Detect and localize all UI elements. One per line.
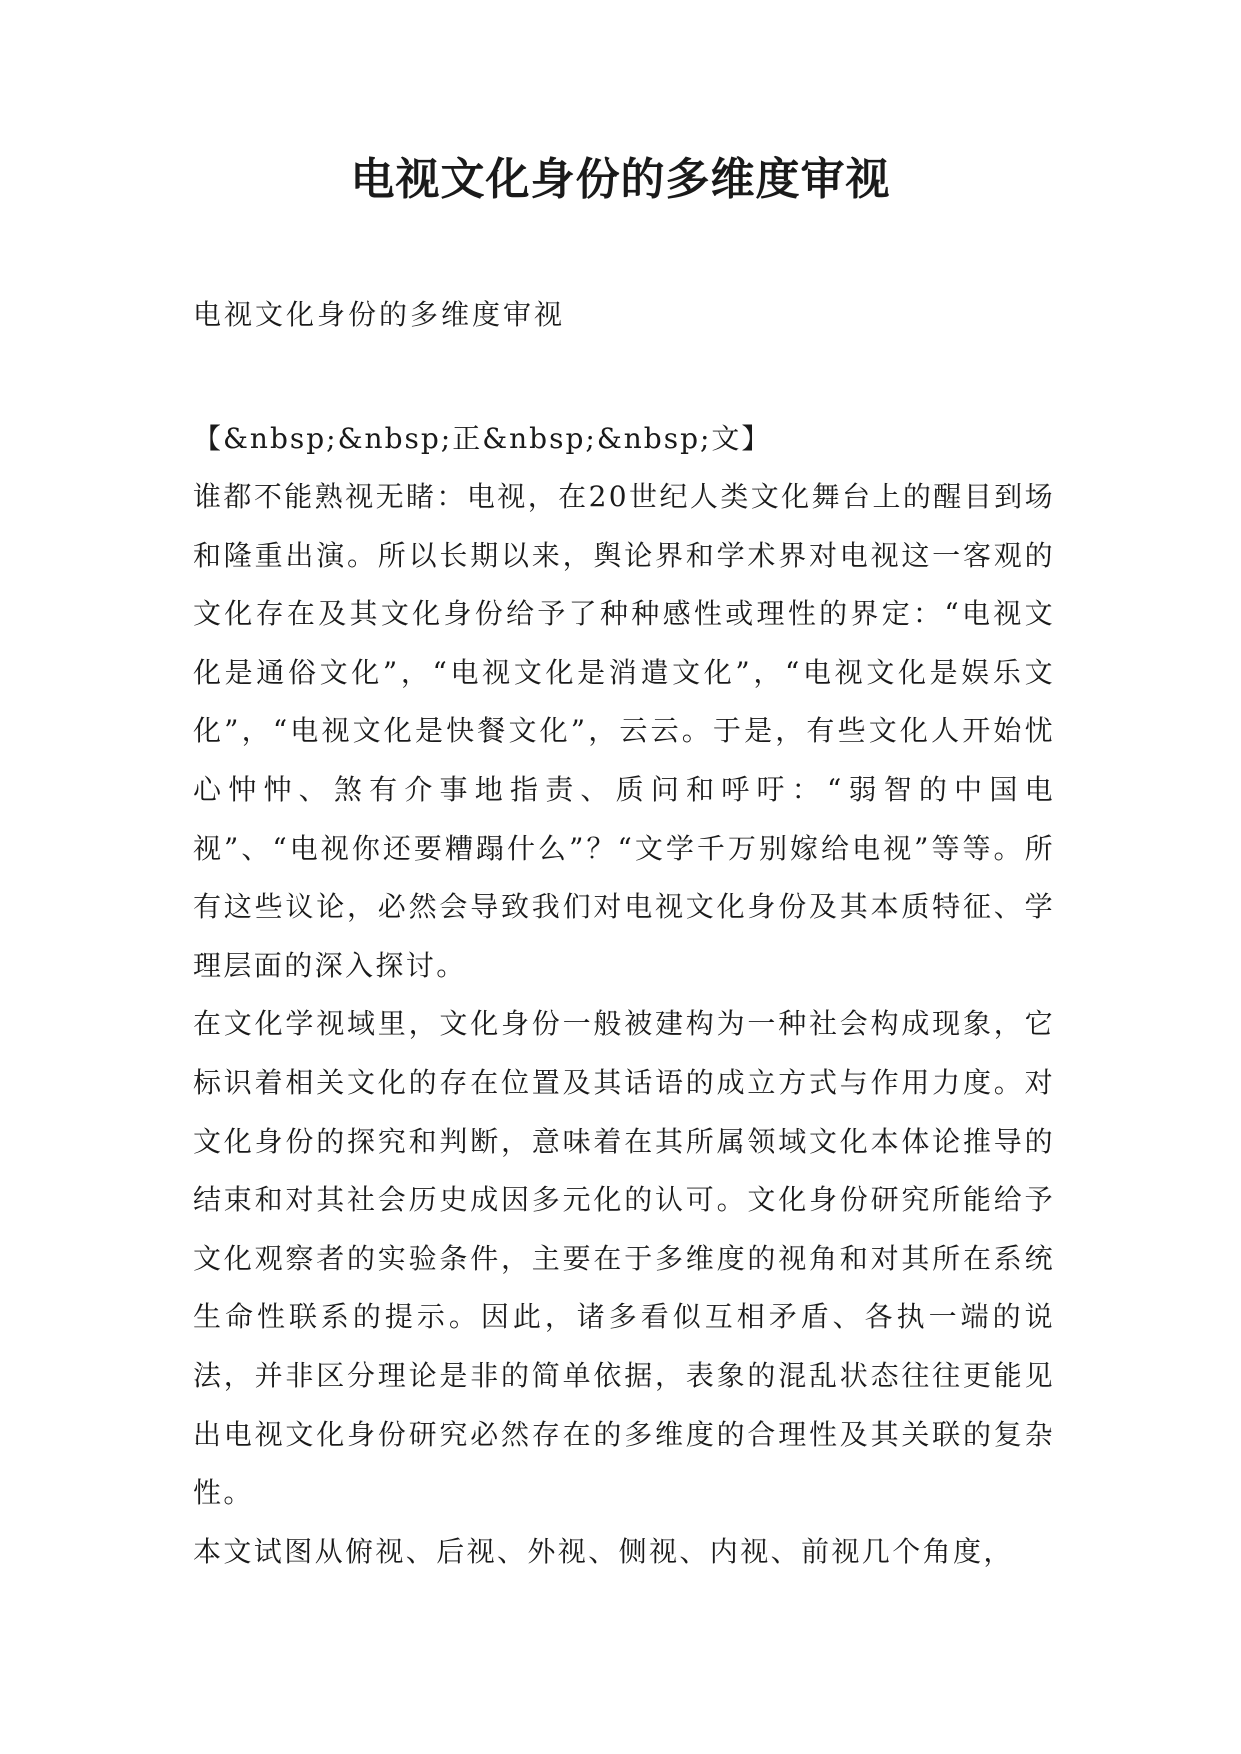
paragraph: 在文化学视域里，文化身份一般被建构为一种社会构成现象，它标识着相关文化的存在位置及其话语的成立方式与作用力度。对文化身份的探究和判断，意味着在其所属领域文化本体论推导的结束和对其社会历史成因多元化的认可。文化身份研究所能给予文化观察者的实验条件，主要在于多维度的视角和对其所在系统生命性联系的提示。因此，诸多看似互相矛盾、各执一端的说法，并非区分理论是非的简单依据，表象的混乱状态往往更能见出电视文化身份研究必然存在的多维度的合理性及其关联的复杂性。 [193,1007,1055,1510]
document-body [193,410,1055,1581]
paragraph: 谁都不能熟视无睹：电视，在20世纪人类文化舞台上的醒目到场和隆重出演。所以长期以来，舆论界和学术界对电视这一客观的文化存在及其文化身份给予了种种感性或理性的界定：“电视文化是通俗文化”，“电视文化是消遣文化”，“电视文化是娱乐文化”，“电视文化是快餐文化”，云云。于是，有些文化人开始忧心忡忡、煞有介事地指责、质问和呼吁：“弱智的中国电视”、“电视你还要糟蹋什么”？“文学千万别嫁给电视”等等。所有这些议论，必然会导致我们对电视文化身份及其本质特征、学理层面的深入探讨。 [193,480,1055,982]
document-subtitle: 电视文化身份的多维度审视 [193,298,566,331]
section-label: 【&nbsp;&nbsp;正&nbsp;&nbsp;文】 [193,422,772,455]
document-title: 电视文化身份的多维度审视 [350,154,891,205]
paragraph: 本文试图从俯视、后视、外视、侧视、内视、前视几个角度， [193,1534,1014,1568]
